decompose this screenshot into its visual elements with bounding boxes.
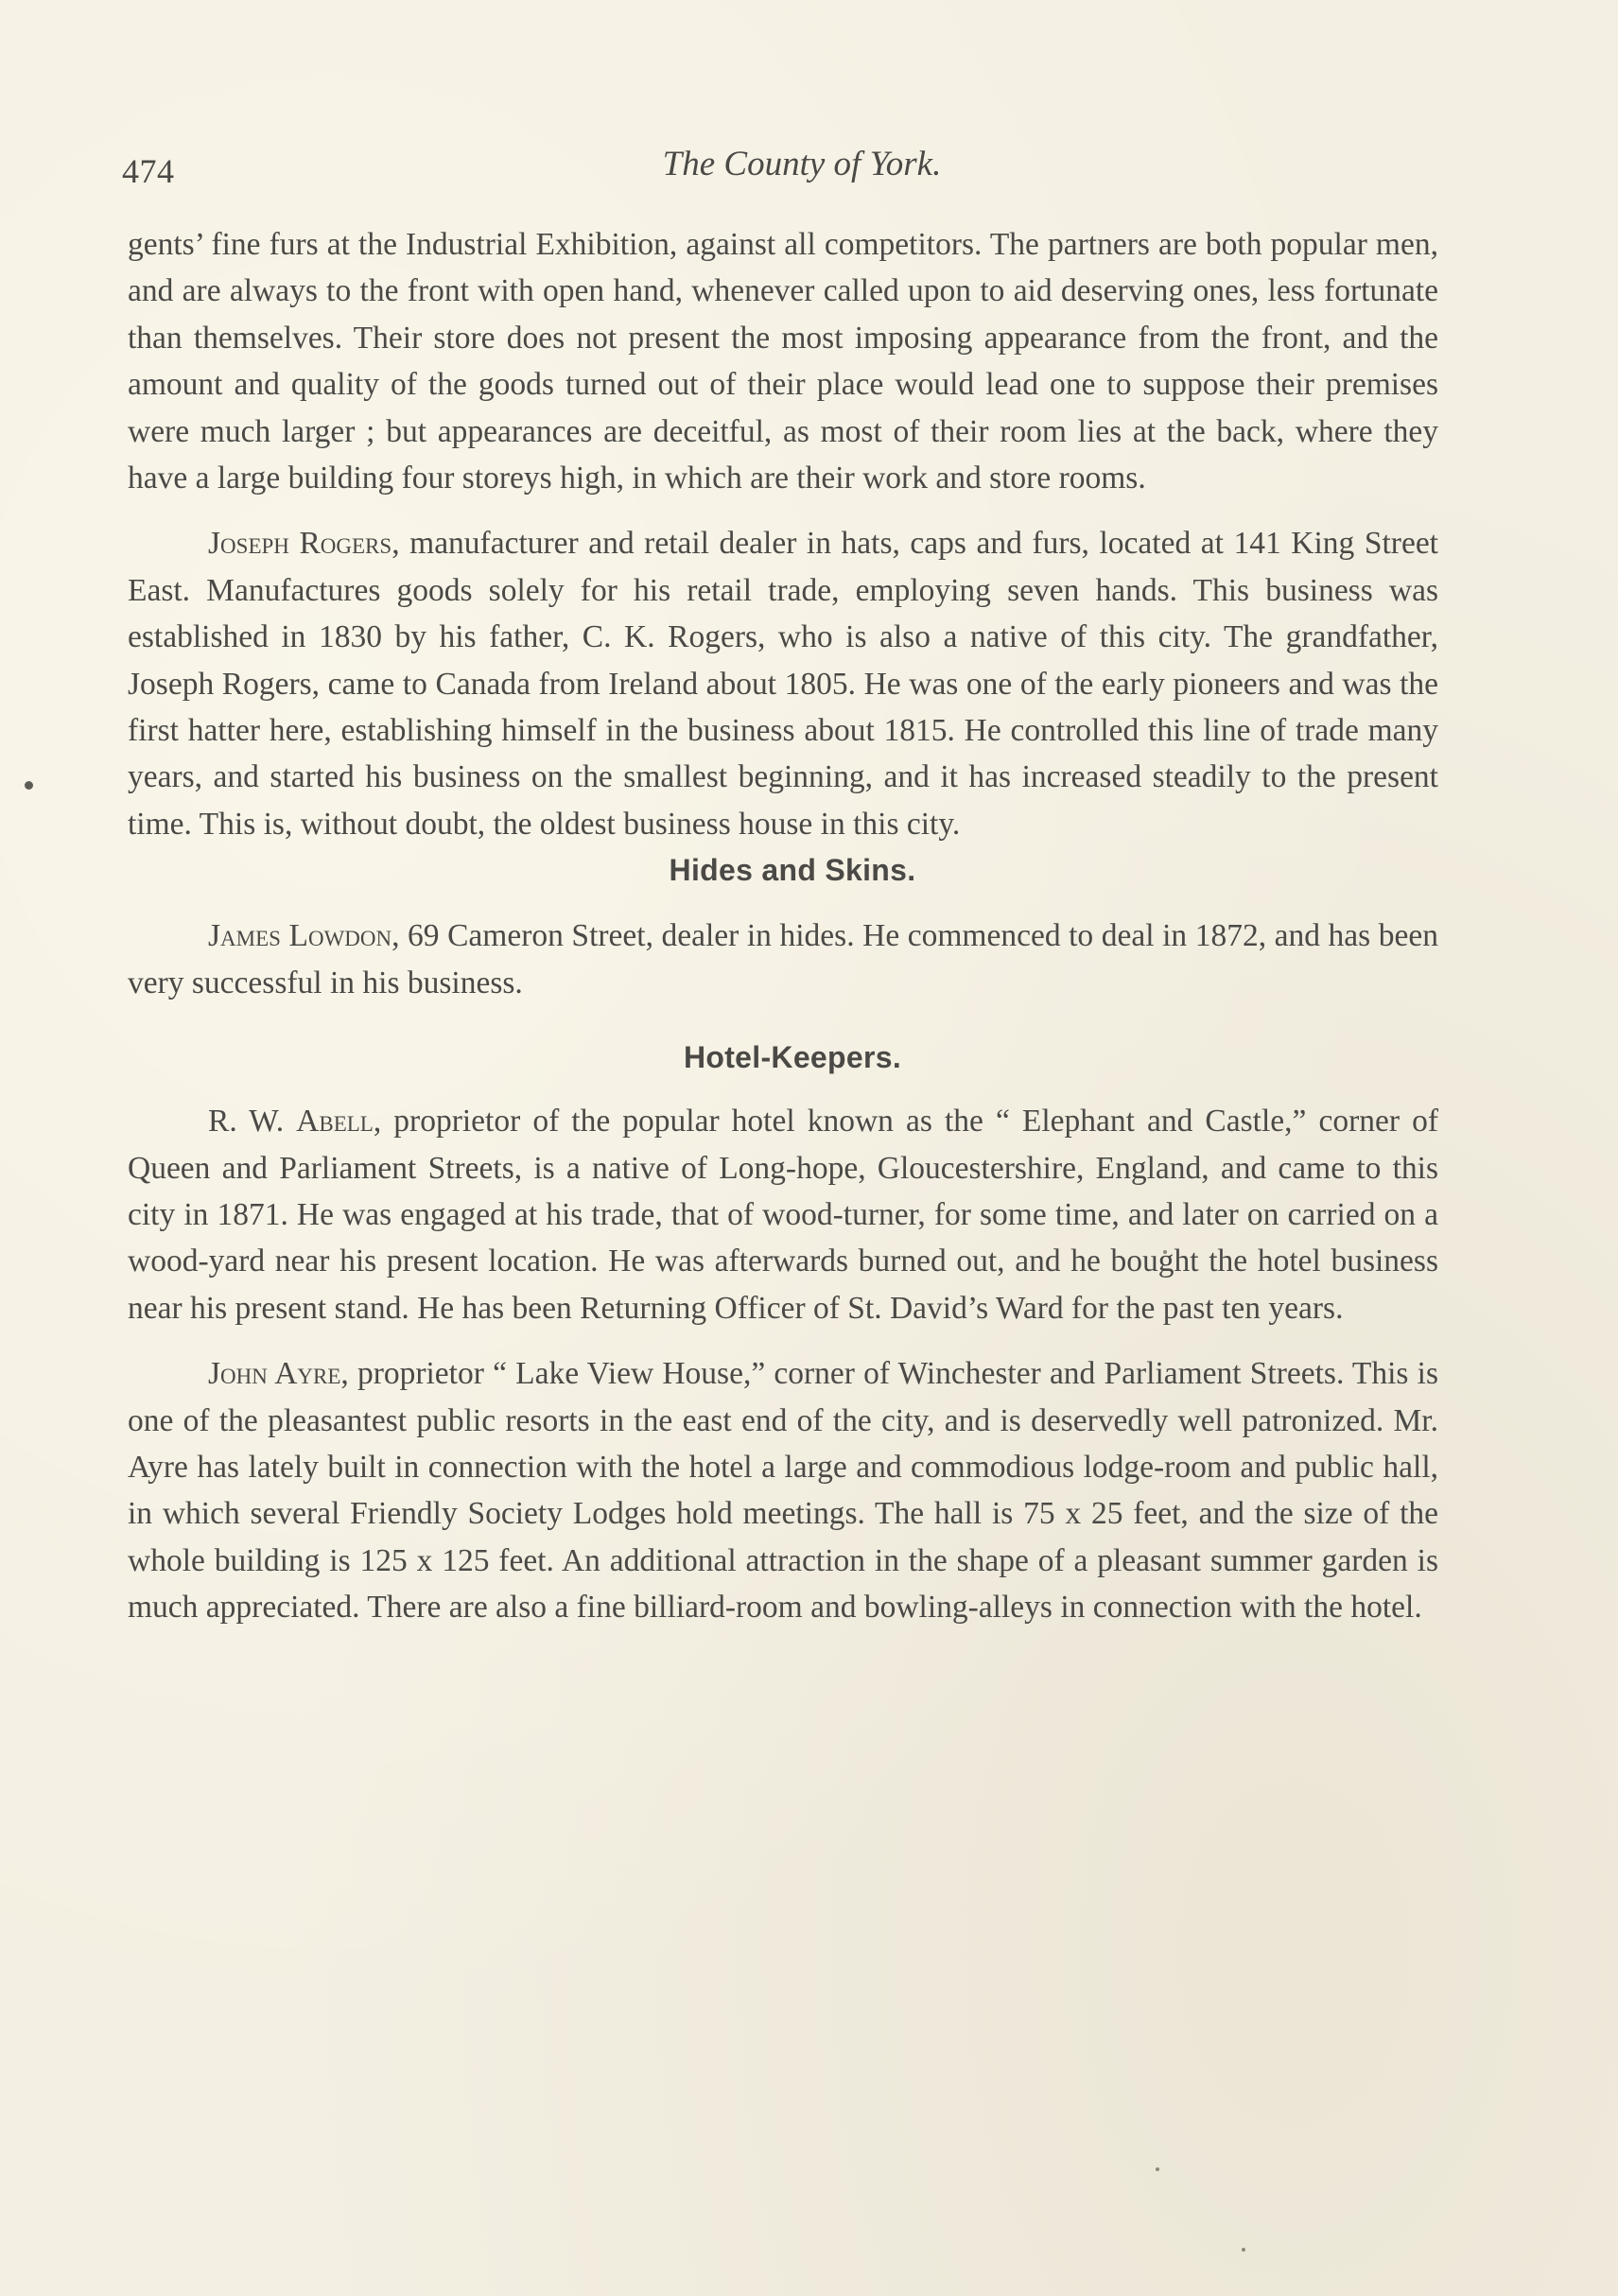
body-text (128, 221, 1438, 1631)
margin-ink-dot (25, 781, 33, 790)
paragraph-continued (128, 221, 1438, 501)
entry-name: James Lowdon (208, 918, 392, 954)
paper-speck (1242, 2248, 1245, 2252)
section-heading-hides-and-skins: Hides and Skins. (669, 853, 916, 888)
running-head (122, 144, 1438, 200)
paragraph-text: , proprietor “ Lake View House,” corner of Winchester and Parliament Streets. This is one of the pleasantest public resorts in the east end of the city, and is deservedly well patronized. Mr. Ayre has lately built in connection with the hotel a large and commodious lodge-room and public hall, in which several Friendly Society Lodges hold meetings. The hall is 75 x 25 feet, and the size of the whole building is 125 x 125 feet. An additional attraction in the shape of a pleasant summer garden is much appreciated. There are also a fine billiard-room and bowling-alleys in connection with the hotel. (128, 1356, 1438, 1626)
entry-name: Abell (296, 1104, 374, 1139)
paragraph-rw-abell (128, 1098, 1438, 1331)
paragraph-joseph-rogers (128, 520, 1438, 847)
paragraph-text: , manufacturer and retail dealer in hats, caps and furs, located at 141 King Street East. Manufactures goods solely for his retail trade, employing seven hands. This business was established in 1830 by his father, C. K. Rogers, who is also a native of this city. The grandfather, Joseph Rogers, came to Canada from Ireland about 1805. He was one of the early pioneers and was the first hatter here, establishing himself in the business about 1815. He controlled this line of trade many years, and started his business on the smallest beginning, and it has increased steadily to the present time. This is, without doubt, the oldest business house in this city. (128, 526, 1438, 842)
book-page (122, 144, 1438, 1631)
paragraph-text: , 69 Cameron Street, dealer in hides. He commenced to deal in 1872, and has been very successful in his business. (128, 918, 1438, 1000)
paragraph-text: , proprietor of the popular hotel known as the “ Elephant and Castle,” corner of Queen and Parliament Streets, is a native of Long-hope, Gloucestershire, England, and came to this city in 1871. He was engaged at his trade, that of wood-turner, for some time, and later on carried on a wood-yard near his present location. He was afterwards burned out, and he bought the hotel business near his present stand. He has been Returning Officer of St. David’s Ward for the past ten years. (128, 1104, 1438, 1326)
paper-speck (1156, 2167, 1159, 2171)
paragraph-james-lowdon (128, 913, 1438, 1006)
entry-name: John Ayre (208, 1356, 341, 1392)
running-title: The County of York. (662, 145, 942, 183)
paragraph-text: gents’ fine furs at the Industrial Exhibition, against all competitors. The partners are both popular men, and are always to the front with open hand, whenever called upon to aid deserving ones, less fortunate than themselves. Their store does not present the most imposing appearance from the front, and the amount and quality of the goods turned out of their place would lead one to suppose their premises were much larger ; but appearances are deceitful, as most of their room lies at the back, where they have a large building four storeys high, in which are their work and store rooms. (128, 227, 1438, 496)
entry-name: Joseph Rogers (208, 526, 392, 562)
section-heading-hotel-keepers: Hotel-Keepers. (683, 1040, 902, 1075)
paragraph-john-ayre (128, 1350, 1438, 1630)
entry-prefix: R. W. (208, 1104, 297, 1139)
page-number: 474 (122, 152, 175, 190)
